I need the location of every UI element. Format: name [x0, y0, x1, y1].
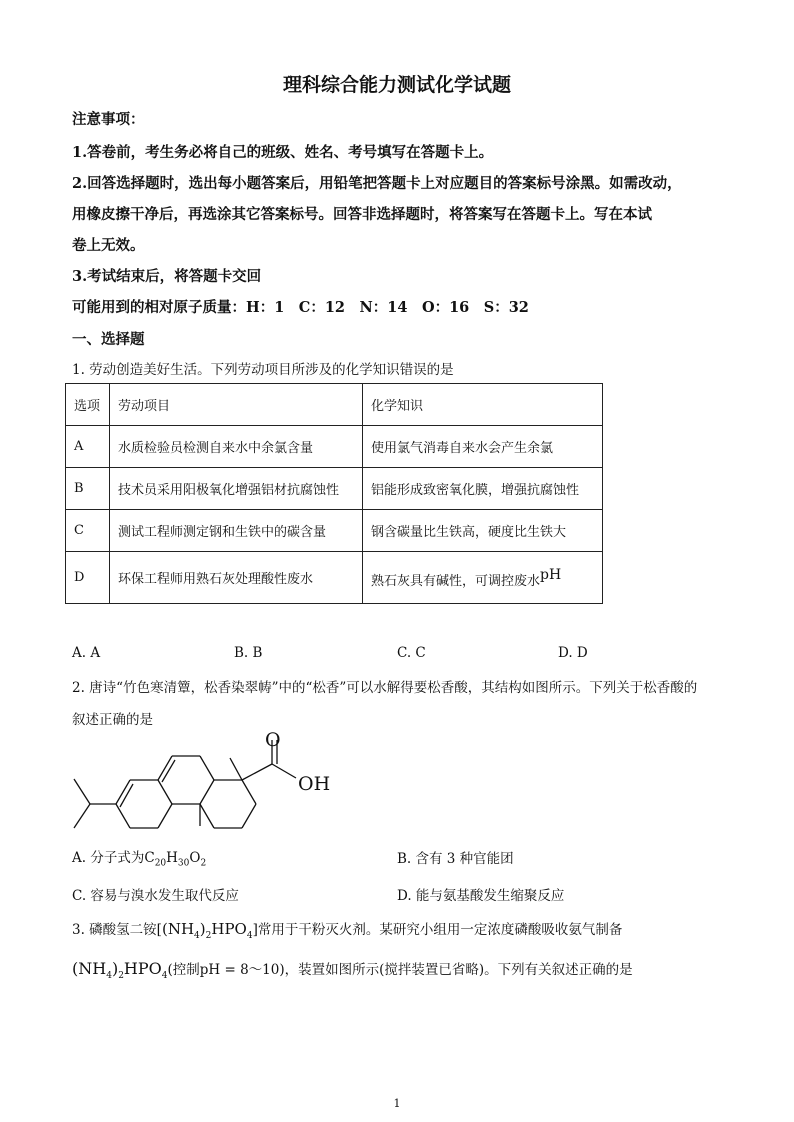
- q1-table: [65, 383, 603, 604]
- formula-subscript: 4: [106, 971, 112, 982]
- q1-option-c: C. C: [397, 645, 426, 661]
- formula-subscript: 4: [194, 931, 200, 941]
- q3-line-2-suffix: (控制pH = 8～10)，装置如图所示(搅拌装置已省略)。下列有关叙述正确的是: [167, 962, 633, 978]
- q2-stem-line-1: 2. 唐诗“竹色寒清簟，松香染翠帱”中的“松香”可以水解得要松香酸，其结构如图所示。下列关于松香酸的: [72, 680, 698, 696]
- molecular-formula: [144, 850, 207, 869]
- q1-stem: 1. 劳动创造美好生活。下列劳动项目所涉及的化学知识错误的是: [72, 362, 454, 378]
- q1-option-d: D. D: [558, 645, 588, 661]
- q2-option-b: B. 含有 3 种官能团: [397, 851, 514, 867]
- formula-subscript: 2: [205, 931, 212, 941]
- q3-suffix: ]常用于干粉灭火剂。某研究小组用一定浓度磷酸吸收氨气制备: [252, 922, 623, 938]
- notice-item-2-line-1: 2.回答选择题时，选出每小题答案后，用铅笔把答题卡上对应题目的答案标号涂黑。如需改动，: [72, 175, 682, 192]
- oxygen-label: O: [265, 729, 281, 751]
- table-cell: 铝能形成致密氧化膜，增强抗腐蚀性: [363, 468, 603, 510]
- formula-symbol: HPO: [123, 959, 162, 978]
- q3-prefix: 3. 磷酸氢二铵[: [72, 922, 162, 938]
- q2-option-d: D. 能与氨基酸发生缩聚反应: [397, 888, 565, 904]
- formula-symbol: NH: [167, 920, 195, 938]
- table-row: [66, 510, 603, 552]
- table-cell: [363, 552, 603, 604]
- table-row: [66, 426, 603, 468]
- q3-stem-line-2: [72, 958, 633, 981]
- ph-label: pH: [540, 566, 562, 583]
- table-cell: 钢含碳量比生铁高，硬度比生铁大: [363, 510, 603, 552]
- formula-symbol: HPO: [211, 920, 247, 938]
- formula-subscript: 4: [161, 971, 168, 982]
- hydroxyl-label: OH: [298, 773, 331, 795]
- table-cell: 测试工程师测定钢和生铁中的碳含量: [110, 510, 363, 552]
- header-cell: 劳动项目: [110, 384, 363, 426]
- table-cell-text: 熟石灰具有碱性，可调控废水: [371, 573, 541, 589]
- q1-option-b: B. B: [234, 645, 263, 661]
- table-row: [66, 552, 603, 604]
- notice-item-1: 1.答卷前，考生务必将自己的班级、姓名、考号填写在答题卡上。: [72, 144, 494, 161]
- notice-item-2-line-3: 卷上无效。: [72, 237, 145, 254]
- page-title: 理科综合能力测试化学试题: [282, 74, 511, 96]
- notice-item-2-line-2: 用橡皮擦干净后，再选涂其它答案标号。回答非选择题时，将答案写在答题卡上。写在本试: [72, 206, 652, 223]
- table-cell: 水质检验员检测自来水中余氯含量: [110, 426, 363, 468]
- option-a-prefix: A. 分子式为: [72, 850, 145, 866]
- header-cell: 选项: [66, 384, 110, 426]
- q1-option-a: A. A: [72, 645, 101, 661]
- table-cell: D: [66, 552, 110, 604]
- q2-option-a: [72, 846, 206, 869]
- formula-symbol: C: [144, 850, 155, 866]
- table-cell: A: [66, 426, 110, 468]
- formula-subscript: 30: [177, 858, 190, 869]
- abietic-acid-structure: [60, 728, 360, 838]
- formula-symbol: NH: [78, 959, 107, 978]
- formula-subscript: 4: [246, 931, 253, 941]
- table-cell: 使用氯气消毒自来水会产生余氯: [363, 426, 603, 468]
- formula-subscript: 2: [200, 858, 207, 869]
- q2-stem-line-2: 叙述正确的是: [72, 712, 153, 728]
- page-number: 1: [393, 1097, 401, 1110]
- q2-option-c: C. 容易与溴水发生取代反应: [72, 888, 239, 904]
- formula-symbol: H: [166, 850, 178, 866]
- table-header-row: [66, 384, 603, 426]
- formula-symbol: O: [189, 850, 201, 866]
- q3-stem-line-1: [72, 918, 622, 941]
- ammonium-phosphate-formula: $(NH_4)_2HPO_4$: [161, 920, 253, 941]
- atomic-mass-line: 可能用到的相对原子质量：H：1 C：12 N：14 O：16 S：32: [72, 299, 529, 316]
- formula-subscript: 20: [154, 858, 167, 869]
- table-row: [66, 468, 603, 510]
- table-cell: 技术员采用阳极氧化增强铝材抗腐蚀性: [110, 468, 363, 510]
- notice-heading: 注意事项：: [72, 111, 145, 128]
- table-cell: C: [66, 510, 110, 552]
- notice-item-3: 3.考试结束后，将答题卡交回: [72, 268, 262, 285]
- ammonium-phosphate-formula: $(NH_4)_2HPO_4$: [72, 959, 168, 982]
- table-cell: B: [66, 468, 110, 510]
- section-heading: 一、选择题: [72, 331, 145, 348]
- formula-subscript: 2: [118, 971, 124, 982]
- table-cell: 环保工程师用熟石灰处理酸性废水: [110, 552, 363, 604]
- header-cell: 化学知识: [363, 384, 603, 426]
